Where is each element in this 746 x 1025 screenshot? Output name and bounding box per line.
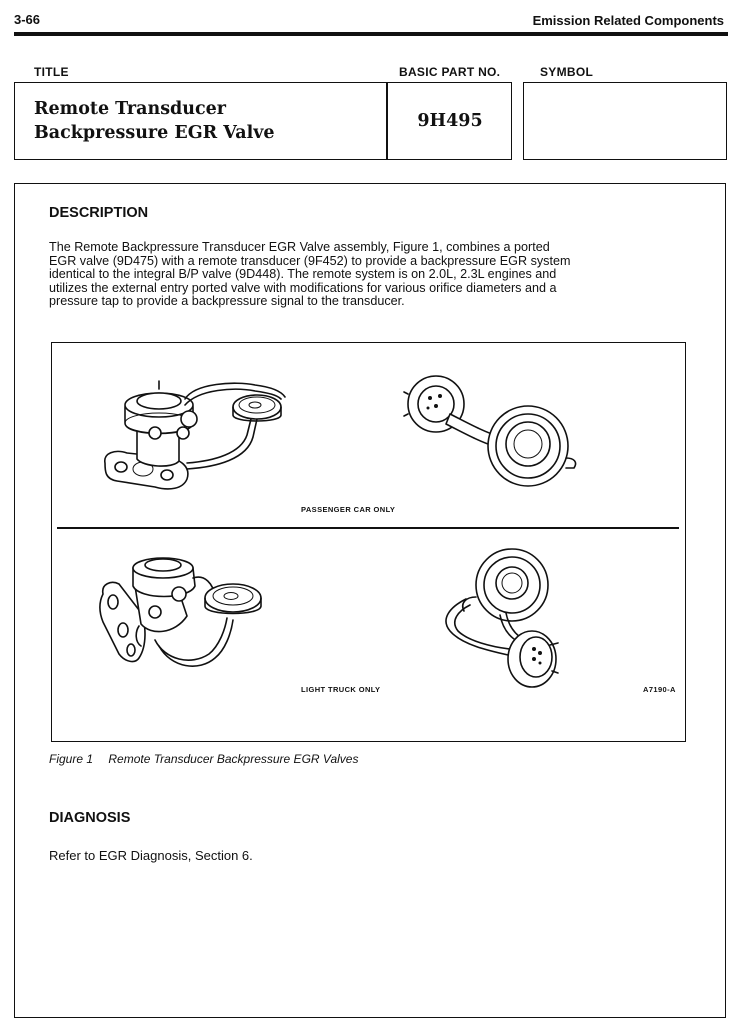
- truck-egr-valve-illustration: [95, 550, 275, 680]
- section-title: Emission Related Components: [532, 13, 724, 28]
- diagnosis-text: Refer to EGR Diagnosis, Section 6.: [49, 848, 253, 863]
- symbol-box: [523, 82, 727, 160]
- description-heading: DESCRIPTION: [49, 205, 149, 221]
- passenger-egr-valve-illustration: [95, 375, 295, 500]
- title-column-label: TITLE: [34, 65, 69, 79]
- component-title: [34, 97, 275, 145]
- description-line: identical to the integral B/P valve (9D448). The remote system is on 2.0L, 2.3L engines and: [49, 267, 557, 282]
- part-number-column-label: BASIC PART NO.: [399, 65, 501, 79]
- figure-code: A7190-A: [643, 685, 676, 694]
- symbol-column-label: SYMBOL: [540, 65, 594, 79]
- light-truck-label: LIGHT TRUCK ONLY: [301, 685, 381, 694]
- component-title-line1: Remote Transducer: [34, 99, 227, 119]
- diagnosis-heading: DIAGNOSIS: [49, 810, 131, 826]
- figure-divider: [57, 527, 679, 529]
- header-rule: [14, 32, 728, 36]
- description-line: pressure tap to provide a backpressure signal to the transducer.: [49, 294, 405, 309]
- description-paragraph: [49, 241, 689, 309]
- description-line: EGR valve (9D475) with a remote transducer (9F452) to provide a backpressure EGR system: [49, 253, 571, 268]
- component-title-line2: Backpressure EGR Valve: [34, 123, 275, 143]
- truck-transducer-illustration: [432, 545, 562, 690]
- page-number: 3-66: [14, 12, 41, 27]
- passenger-car-label: PASSENGER CAR ONLY: [301, 505, 396, 514]
- figure-caption: [49, 752, 358, 766]
- passenger-transducer-illustration: [402, 370, 582, 505]
- figure-caption-number: Figure 1: [49, 752, 94, 766]
- description-line: utilizes the external entry ported valve with modifications for various orifice diameters and a: [49, 280, 557, 295]
- figure-caption-text: Remote Transducer Backpressure EGR Valves: [108, 752, 359, 766]
- part-number: 9H495: [417, 111, 483, 131]
- description-line: The Remote Backpressure Transducer EGR Valve assembly, Figure 1, combines a ported: [49, 240, 550, 254]
